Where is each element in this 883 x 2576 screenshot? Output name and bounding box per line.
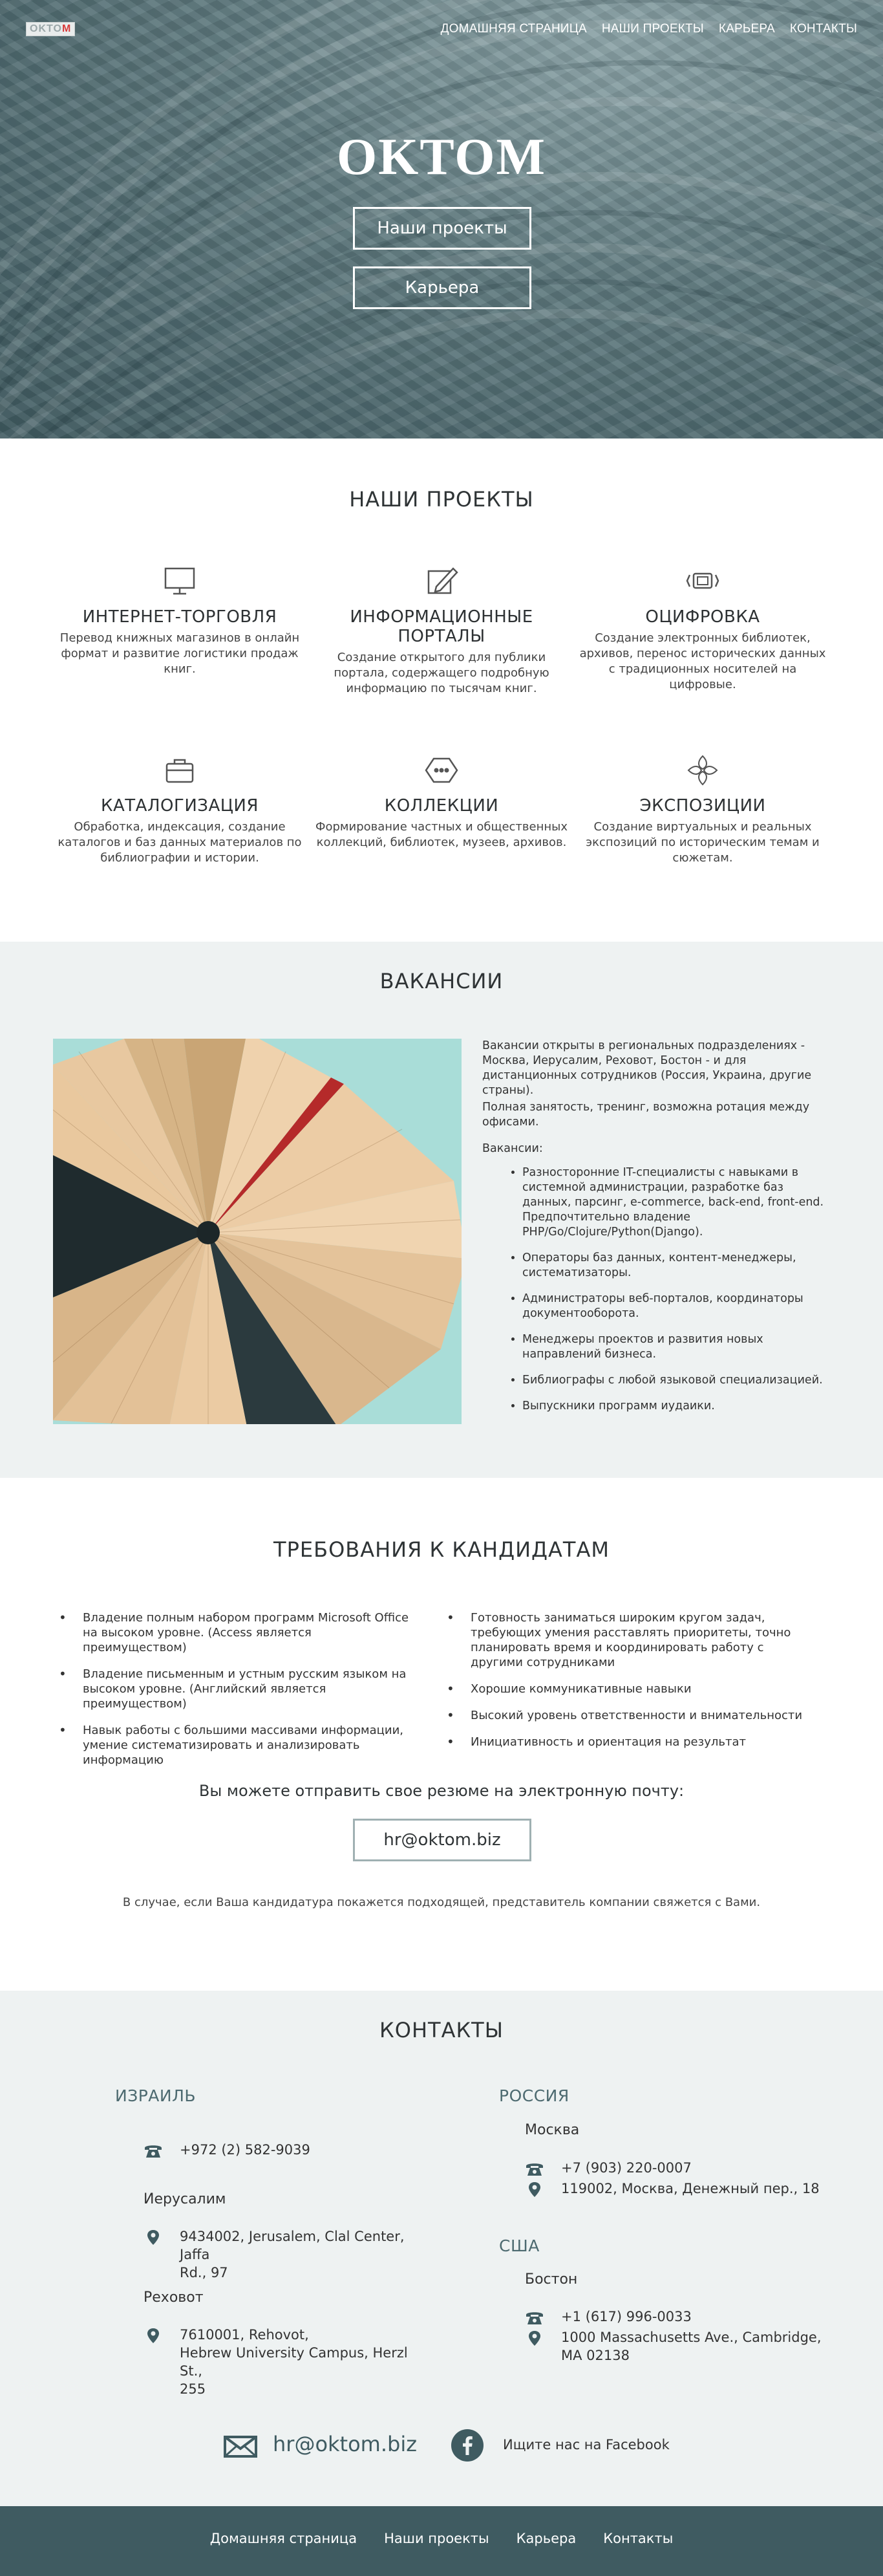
phone-number: +972 (2) 582-9039 bbox=[180, 2142, 310, 2158]
list-item: • Владение полным набором программ Microsoft Office на высоком уровне. (Access является преимуществом) bbox=[54, 1610, 416, 1655]
moscow-phone[interactable] bbox=[525, 2159, 822, 2178]
project-title: ИНФОРМАЦИОННЫЕ ПОРТАЛЫ bbox=[350, 607, 533, 646]
project-title: ИНТЕРНЕТ-ТОРГОВЛЯ bbox=[82, 607, 277, 627]
vacancies-list bbox=[482, 1165, 825, 1414]
facebook-text: Ищите нас на Facebook bbox=[503, 2437, 670, 2452]
project-card-expositions bbox=[577, 753, 829, 866]
logo[interactable] bbox=[26, 22, 75, 36]
our-projects-button[interactable]: Наши проекты bbox=[353, 207, 531, 250]
list-item: • Готовность заниматься широким кругом задач, требующих умения расставлять приоритеты, точно планировать время и координировать работу с другими сотрудниками bbox=[442, 1610, 803, 1670]
vacancies-employment: Полная занятость, тренинг, возможна ротация между офисами. bbox=[482, 1101, 810, 1129]
project-text: Перевод книжных магазинов в онлайн формат и развитие логистики продаж книг. bbox=[59, 631, 300, 676]
logo-text: OKTO bbox=[30, 23, 62, 34]
requirements-right-column bbox=[442, 1610, 803, 1761]
project-text: Создание электронных библиотек, архивов, перенос исторических данных с традиционных носителей на цифровые. bbox=[579, 631, 826, 691]
city-boston: Бостон bbox=[525, 2271, 578, 2288]
city-jerusalem: Иерусалим bbox=[144, 2191, 226, 2207]
requirements-left-column bbox=[54, 1610, 416, 1779]
footer-projects-link[interactable]: Наши проекты bbox=[384, 2531, 489, 2546]
briefcase-icon bbox=[160, 753, 199, 787]
projects-section bbox=[0, 438, 883, 942]
list-item: • Библиографы с любой языковой специализацией. bbox=[522, 1373, 825, 1388]
hero-section bbox=[0, 0, 883, 438]
project-card-digitization bbox=[577, 565, 829, 693]
footer bbox=[0, 2506, 883, 2576]
nav-contacts-link[interactable]: КОНТАКТЫ bbox=[789, 22, 857, 36]
project-title: КАТАЛОГИЗАЦИЯ bbox=[101, 796, 259, 816]
contacts-section bbox=[0, 1991, 883, 2506]
phone-icon bbox=[144, 2142, 163, 2159]
project-title: ОЦИФРОВКА bbox=[645, 607, 760, 627]
footer-career-link[interactable]: Карьера bbox=[516, 2531, 577, 2546]
footer-home-link[interactable]: Домашняя страница bbox=[209, 2531, 357, 2546]
project-text: Создание виртуальных и реальных экспозиций по историческим темам и сюжетам. bbox=[586, 820, 820, 865]
location-pin-icon bbox=[144, 2327, 163, 2344]
digitize-icon bbox=[683, 565, 722, 598]
project-title: КОЛЛЕКЦИИ bbox=[384, 796, 499, 816]
address-line: 1000 Massachusetts Ave., Cambridge, bbox=[561, 2330, 822, 2345]
rehovot-address bbox=[144, 2326, 428, 2397]
requirements-section bbox=[0, 1478, 883, 1991]
list-item: • Менеджеры проектов и развития новых направлений бизнеса. bbox=[522, 1332, 825, 1362]
vacancies-list-title: Вакансии: bbox=[482, 1142, 543, 1155]
address-line: Rd., 97 bbox=[180, 2265, 228, 2280]
contact-email-link[interactable] bbox=[224, 2425, 418, 2464]
location-pin-icon bbox=[525, 2181, 544, 2198]
pencil-icon bbox=[422, 565, 461, 598]
nav-projects-link[interactable]: НАШИ ПРОЕКТЫ bbox=[601, 22, 704, 36]
vacancies-section bbox=[0, 942, 883, 1478]
contact-note: В случае, если Ваша кандидатура покажется подходящей, представитель компании свяжется с Вами. bbox=[122, 1896, 761, 1909]
list-item: • Разносторонние IT-специалисты с навыками в системной администрации, разработке баз данных, парсинг, e-commerce, back-end, front-end. Предпочтительно владение PHP/Go/Clojure/Python(Django). bbox=[522, 1165, 825, 1240]
city-rehovot: Реховот bbox=[144, 2289, 204, 2306]
address-line: MA 02138 bbox=[561, 2348, 630, 2363]
boston-phone[interactable] bbox=[525, 2308, 822, 2327]
top-navigation bbox=[0, 19, 883, 39]
facebook-icon bbox=[451, 2429, 484, 2462]
phone-number: +7 (903) 220-0007 bbox=[561, 2160, 692, 2176]
address-line: 255 bbox=[180, 2381, 206, 2397]
monitor-icon bbox=[160, 565, 199, 598]
jerusalem-address bbox=[144, 2227, 428, 2280]
envelope-icon bbox=[224, 2436, 257, 2458]
list-item: • Навык работы с большими массивами информации, умение систематизировать и анализировать информацию bbox=[54, 1723, 416, 1768]
project-text: Формирование частных и общественных коллекций, библиотек, музеев, архивов. bbox=[315, 820, 568, 849]
main-menu bbox=[441, 22, 857, 36]
country-russia: РОССИЯ bbox=[499, 2086, 569, 2105]
location-pin-icon bbox=[144, 2229, 163, 2246]
list-item: • Хорошие коммуникативные навыки bbox=[442, 1682, 803, 1696]
address-text bbox=[180, 2326, 428, 2398]
address-text bbox=[180, 2227, 428, 2282]
address-line: Hebrew University Campus, Herzl St., bbox=[180, 2345, 408, 2379]
list-item: • Владение письменным и устным русским языком на высоком уровне. (Английский является преимуществом) bbox=[54, 1667, 416, 1711]
project-card-collections bbox=[315, 753, 568, 850]
project-title: ЭКСПОЗИЦИИ bbox=[639, 796, 766, 816]
country-israel: ИЗРАИЛЬ bbox=[115, 2086, 197, 2105]
boston-address bbox=[525, 2328, 835, 2367]
project-text: Обработка, индексация, создание каталогов и баз данных материалов по библиографии и истории. bbox=[58, 820, 302, 865]
list-item: • Администраторы веб-порталов, координаторы документооборота. bbox=[522, 1292, 825, 1321]
contact-email: hr@oktom.biz bbox=[273, 2432, 418, 2456]
contact-links bbox=[0, 2425, 883, 2464]
facebook-link[interactable] bbox=[451, 2425, 671, 2464]
footer-contacts-link[interactable]: Контакты bbox=[603, 2531, 674, 2546]
logo-text-accent: M bbox=[61, 23, 72, 34]
project-card-ecommerce bbox=[54, 565, 306, 677]
career-button[interactable]: Карьера bbox=[353, 266, 531, 309]
vacancies-text bbox=[482, 1039, 825, 1425]
nav-home-link[interactable]: ДОМАШНЯЯ СТРАНИЦА bbox=[440, 22, 587, 36]
projects-title: НАШИ ПРОЕКТЫ bbox=[349, 487, 534, 512]
project-card-cataloging bbox=[54, 753, 306, 866]
address-text: 119002, Москва, Денежный пер., 18 bbox=[561, 2181, 820, 2196]
city-moscow: Москва bbox=[525, 2122, 580, 2138]
project-text: Создание открытого для публики портала, содержащего подробную информацию по тысячам книг. bbox=[334, 651, 549, 695]
email-button[interactable]: hr@oktom.biz bbox=[353, 1819, 531, 1861]
footer-links bbox=[0, 2531, 883, 2546]
collection-icon bbox=[422, 753, 461, 787]
israel-phone[interactable] bbox=[144, 2141, 415, 2160]
flower-icon bbox=[683, 753, 722, 787]
requirements-title: ТРЕБОВАНИЯ К КАНДИДАТАМ bbox=[273, 1537, 610, 1562]
address-line: 7610001, Rehovot, bbox=[180, 2327, 309, 2343]
vacancies-intro: Вакансии открыты в региональных подразделениях - Москва, Иерусалим, Реховот, Бостон - и для дистанционных сотрудников (Россия, Украина, другие страны). bbox=[482, 1039, 812, 1097]
list-item: • Инициативность и ориентация на результат bbox=[442, 1735, 803, 1749]
location-pin-icon bbox=[525, 2330, 544, 2346]
vacancies-title: ВАКАНСИИ bbox=[379, 969, 504, 993]
country-usa: США bbox=[499, 2236, 540, 2255]
list-item: • Выпускники программ иудаики. bbox=[522, 1399, 825, 1414]
address-line: 9434002, Jerusalem, Clal Center, Jaffa bbox=[180, 2229, 405, 2262]
contacts-title: КОНТАКТЫ bbox=[379, 2018, 504, 2042]
list-item: • Высокий уровень ответственности и внимательности bbox=[442, 1708, 803, 1723]
phone-icon bbox=[525, 2309, 544, 2326]
moscow-address bbox=[525, 2180, 835, 2199]
books-image bbox=[53, 1039, 462, 1424]
phone-number: +1 (617) 996-0033 bbox=[561, 2309, 692, 2324]
list-item: • Операторы баз данных, контент-менеджеры, систематизаторы. bbox=[522, 1251, 825, 1281]
nav-career-link[interactable]: КАРЬЕРА bbox=[718, 22, 775, 36]
address-text bbox=[561, 2328, 822, 2365]
hero-title: OKTOM bbox=[336, 129, 547, 186]
send-resume-text: Вы можете отправить свое резюме на электронную почту: bbox=[198, 1782, 685, 1800]
project-card-portals bbox=[315, 565, 568, 697]
phone-icon bbox=[525, 2160, 544, 2177]
